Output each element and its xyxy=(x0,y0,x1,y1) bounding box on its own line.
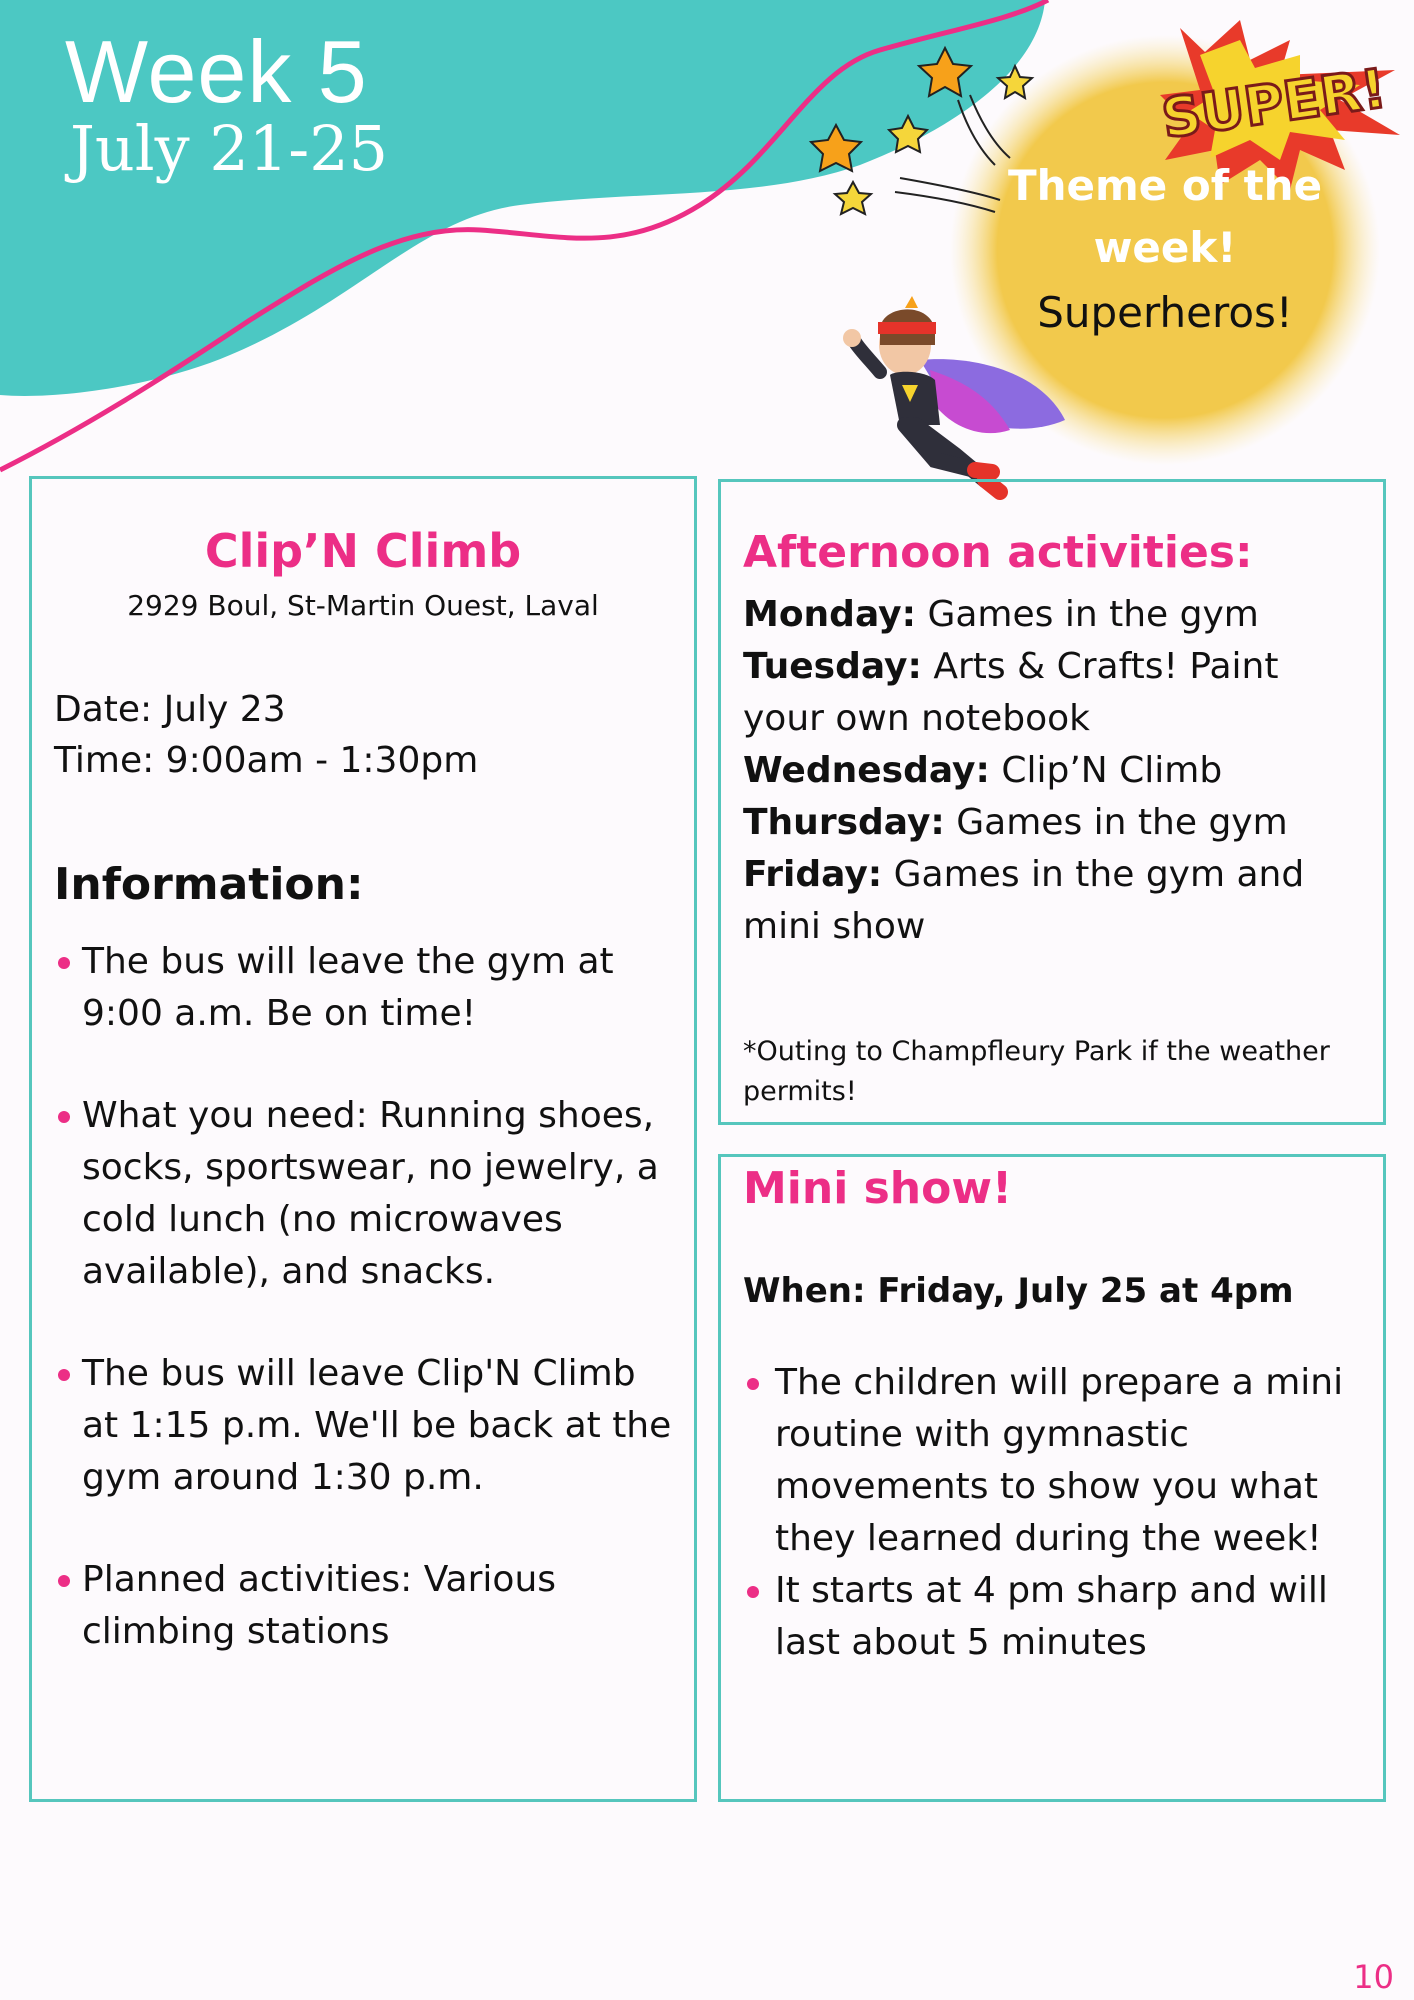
day-activity: Arts & Crafts! Paint your own notebook xyxy=(743,646,1279,739)
outing-card xyxy=(29,476,697,1802)
list-item xyxy=(743,641,1363,745)
mini-show-card xyxy=(718,1154,1386,1802)
super-badge-text: SUPER! xyxy=(1158,56,1391,151)
list-item xyxy=(743,849,1363,953)
list-item: Planned activities: Various climbing stations xyxy=(54,1554,674,1658)
list-item: What you need: Running shoes, socks, sportswear, no jewelry, a cold lunch (no microwaves available), and snacks. xyxy=(54,1090,674,1298)
afternoon-note: *Outing to Champfleury Park if the weather permits! xyxy=(743,1036,1330,1107)
theme-title-line2: week! xyxy=(1093,223,1237,272)
day-label: Monday: xyxy=(743,594,917,635)
day-activity: Games in the gym and mini show xyxy=(743,854,1305,947)
mini-show-when: When: Friday, July 25 at 4pm xyxy=(743,1271,1294,1311)
list-item: The bus will leave the gym at 9:00 a.m. Be on time! xyxy=(54,936,674,1040)
page-number: 10 xyxy=(1353,1958,1394,1996)
theme-title-line1: Theme of the xyxy=(1007,161,1323,210)
afternoon-activities-card xyxy=(718,479,1386,1125)
information-list xyxy=(54,936,674,1708)
afternoon-heading: Afternoon activities: xyxy=(743,527,1253,578)
week-dates: July 21-25 xyxy=(70,112,389,185)
day-label: Friday: xyxy=(743,854,883,895)
mini-show-list xyxy=(743,1357,1373,1669)
theme-value: Superheros! xyxy=(1037,288,1293,337)
day-label: Thursday: xyxy=(743,802,945,843)
day-label: Tuesday: xyxy=(743,646,922,687)
date-time-block xyxy=(54,684,478,786)
list-item: It starts at 4 pm sharp and will last about 5 minutes xyxy=(743,1565,1373,1669)
list-item xyxy=(743,589,1363,641)
outing-time: Time: 9:00am - 1:30pm xyxy=(54,740,479,781)
day-activity: Games in the gym xyxy=(927,594,1259,635)
day-activity: Games in the gym xyxy=(956,802,1288,843)
afternoon-list xyxy=(743,589,1363,953)
list-item xyxy=(743,745,1363,797)
outing-date: Date: July 23 xyxy=(54,689,286,730)
list-item xyxy=(743,797,1363,849)
mini-show-heading: Mini show! xyxy=(743,1163,1013,1214)
day-label: Wednesday: xyxy=(743,750,990,791)
information-heading: Information: xyxy=(54,859,364,910)
venue-address: 2929 Boul, St-Martin Ouest, Laval xyxy=(127,589,599,622)
list-item: The bus will leave Clip'N Climb at 1:15 p.m. We'll be back at the gym around 1:30 p.m. xyxy=(54,1348,674,1504)
venue-title: Clip’N Climb xyxy=(204,524,522,578)
list-item: The children will prepare a mini routine with gymnastic movements to show you what they learned during the week! xyxy=(743,1357,1373,1565)
week-title: Week 5 xyxy=(65,22,368,121)
day-activity: Clip’N Climb xyxy=(1001,750,1223,791)
theme-title xyxy=(990,155,1340,279)
star-icon xyxy=(835,182,871,214)
